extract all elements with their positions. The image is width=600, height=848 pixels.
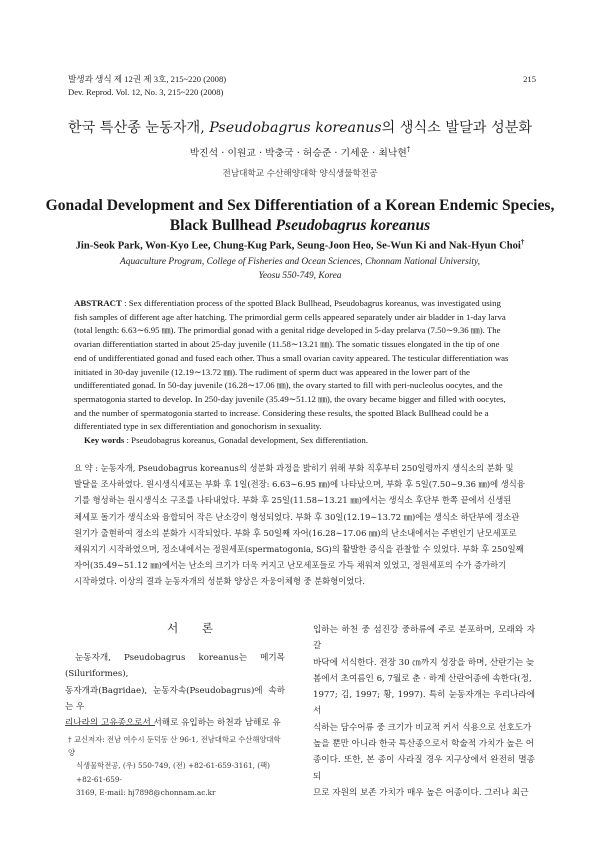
footnote-line: † 교신저자: 전남 여수시 둔덕동 산 96-1, 전남대학교 수산해양대학 양 [68, 735, 281, 758]
footnote-line: 3169, E-mail: hj7898@chonnam.ac.kr [76, 787, 216, 797]
korean-abstract-line: 자어(35.49∼51.12 ㎜)에서는 난소의 크기가 더욱 커지고 난모세포들로 가득 채워져 있었고, 정원세포의 수가 증가하기 [74, 560, 507, 571]
korean-title-prefix: 한국 특산종 눈동자개, [67, 120, 210, 136]
journal-header-english: Dev. Reprod. Vol. 12, No. 3, 215~220 (2008) [68, 87, 224, 97]
keywords-label: Key words [84, 435, 125, 445]
korean-authors-names: 박진석 · 이원교 · 박충국 · 허승준 · 기세운 · 최낙현 [189, 148, 407, 159]
korean-authors-mark: † [406, 145, 411, 154]
abstract-line: ovarian differentiation started in about 25-day juvenile (11.58∼13.21 ㎜). The somatic tissues elongated in the tip of one [74, 339, 500, 350]
body-line: 1977; 김, 1997; 황, 1997). 특히 눈동자개는 우리나라에 서 [313, 690, 535, 717]
english-affiliation-line1: Aquaculture Program, College of Fisheries and Ocean Sciences, Chonnam National University, [120, 257, 480, 267]
page-number: 215 [523, 74, 536, 84]
korean-abstract-line: 기를 형성하는 원시생식소 구조를 나타내었다. 부화 후 25일(11.58∼13.21 ㎜)에서는 생식소 후단부 한쪽 끝에서 신생된 [74, 495, 512, 506]
abstract-block [74, 297, 529, 434]
abstract-line: and the number of spermatogonia started to increase. Considering these results, the spotted Black Bullhead could be a [74, 407, 489, 418]
body-line: 리나라의 고유종으로서 서해로 유입하는 하천과 남해로 유 [65, 718, 281, 729]
abstract-line [74, 297, 529, 311]
english-affiliation-line2: Yeosu 550-749, Korea [258, 270, 342, 281]
korean-abstract-line: 원기가 출현하여 정소의 분화가 시작되었다. 부화 후 50일째 자어(16.28∼17.06 ㎜)의 난소내에서는 주변인기 난모세포로 [74, 527, 517, 538]
english-title-species: Pseudobagrus koreanus [275, 217, 431, 234]
english-authors-mark: † [520, 238, 525, 246]
korean-abstract-line: 요 약 : 눈동자개, Pseudobagrus koreanus의 성분화 과정을 밝히기 위해 부화 직후부터 250일령까지 생식소의 분화 및 [74, 463, 514, 473]
journal-header-korean: 발생과 생식 제 12권 제 3호, 215~220 (2008) [68, 74, 227, 84]
body-line: 식하는 담수어류 중 크기가 비교적 커서 식용으로 선호도가 [313, 722, 532, 733]
english-title-line2-prefix: Black Bullhead [169, 217, 276, 234]
keywords [84, 434, 529, 448]
abstract-line: end of undifferentiated gonad and fused each other. Thus a small ovarian cavity appeared. The testicular differentiation was [74, 352, 509, 363]
english-title-line2 [0, 216, 600, 236]
body-line: 동자개과(Bagridae), 눈동자속(Pseudobagrus)에 속하는 우 [65, 685, 285, 712]
footnote [68, 733, 288, 799]
abstract-line: differentiated type in sex differentiation and gonochorism in sexuality. [74, 421, 322, 432]
body-line: 높을 뿐만 아니라 한국 특산종으로서 학술적 가치가 높은 어 [313, 739, 535, 750]
footnote-rule [65, 725, 155, 726]
abstract-line: spermatogonia started to develop. In 250-day juvenile (35.49∼51.12 ㎜), the ovary became bigger and filled with oocytes, [74, 393, 506, 404]
korean-title-suffix: 의 생식소 발달과 성분화 [381, 120, 533, 136]
korean-affiliation: 전남대학교 수산해양대학 양식생물학전공 [222, 169, 378, 179]
korean-abstract [74, 460, 529, 590]
body-line: 봄에서 초여름인 6, 7월로 춘 · 하계 산란어종에 속한다(정, [313, 673, 532, 684]
korean-abstract-line: 시작하였다. 이상의 결과 눈동자개의 성분화 양상은 자웅이체형 중 분화형이었다. [74, 576, 365, 587]
abstract-line: (total length: 6.63∼6.95 ㎜). The primordial gonad with a genital ridge developed in 5-day prelarva (7.50∼9.36 ㎜). The [74, 325, 501, 336]
english-title-line1: Gonadal Development and Sex Differentiation of a Korean Endemic Species, [45, 197, 555, 214]
body-line: 바닥에 서식한다. 전장 30 ㎝까지 성장을 하며, 산란기는 늦 [313, 657, 535, 668]
body-line: 입하는 하천 중 섬진강 중하류에 주로 분포하며, 모래와 자갈 [313, 625, 535, 652]
abstract-line: initiated in 30-day juvenile (12.19∼13.72 ㎜). The rudiment of sperm duct was appeared in the lower part of the [74, 366, 470, 377]
english-authors-names: Jin-Seok Park, Won-Kyo Lee, Chung-Kug Park, Seung-Joon Heo, Se-Wun Ki and Nak-Hyun Choi [75, 240, 521, 252]
body-line: 종이다. 또한, 본 종이 사라질 경우 지구상에서 완전히 멸종되 [313, 755, 535, 782]
abstract-label: ABSTRACT [74, 298, 122, 308]
right-column-body [313, 622, 535, 801]
body-line: 눈동자개, Pseudobagrus koreanus는 메기목(Siluriformes), [65, 653, 285, 680]
section-heading-introduction: 서 론 [167, 621, 223, 635]
korean-title [0, 117, 600, 137]
english-affiliation [0, 256, 600, 283]
abstract-line: fish samples of different age after hatching. The primordial germ cells appeared separately under air bladder in 1-day larva [74, 311, 506, 322]
abstract-line: undifferentiated gonad. In 50-day juvenile (16.28∼17.06 ㎜), the ovary started to fill with peri-nucleolus oocytes, and the [74, 380, 503, 391]
abstract-line-text: : Sex differentiation process of the spotted Black Bullhead, Pseudobagrus koreanus, was investigated using [121, 298, 501, 308]
korean-abstract-line: 채워지기 시작하였으며, 정소내에서는 정원세포(spermatogonia, SG)의 활발한 증식을 관찰할 수 있었다. 부화 후 250일째 [74, 544, 524, 555]
footnote-line: 식생물학전공, (우) 550-749, (전) +82-61-659-3161, (팩) +82-61-659- [76, 761, 270, 784]
left-column-body [65, 650, 285, 731]
english-authors [0, 238, 600, 252]
english-title [0, 196, 600, 236]
korean-abstract-line: 체세포 돌기가 생식소와 융합되어 작은 난소강이 형성되었다. 부화 후 30일(12.19∼13.72 ㎜)에는 생식소 하단부에 정소관 [74, 511, 520, 522]
keywords-text: : Pseudobagrus koreanus, Gonadal development, Sex differentiation. [124, 435, 368, 445]
korean-title-species: Pseudobagrus koreanus [209, 120, 382, 136]
korean-abstract-line: 발달을 조사하였다. 원시생식세포는 부화 후 1일(전장: 6.63∼6.95 ㎜)에 나타났으며, 부화 후 5일(7.50∼9.36 ㎜)에 생식융 [74, 479, 525, 490]
korean-authors [0, 145, 600, 159]
body-line: 므로 자원의 보존 가치가 매우 높은 어종이다. 그러나 최근 [313, 787, 529, 798]
